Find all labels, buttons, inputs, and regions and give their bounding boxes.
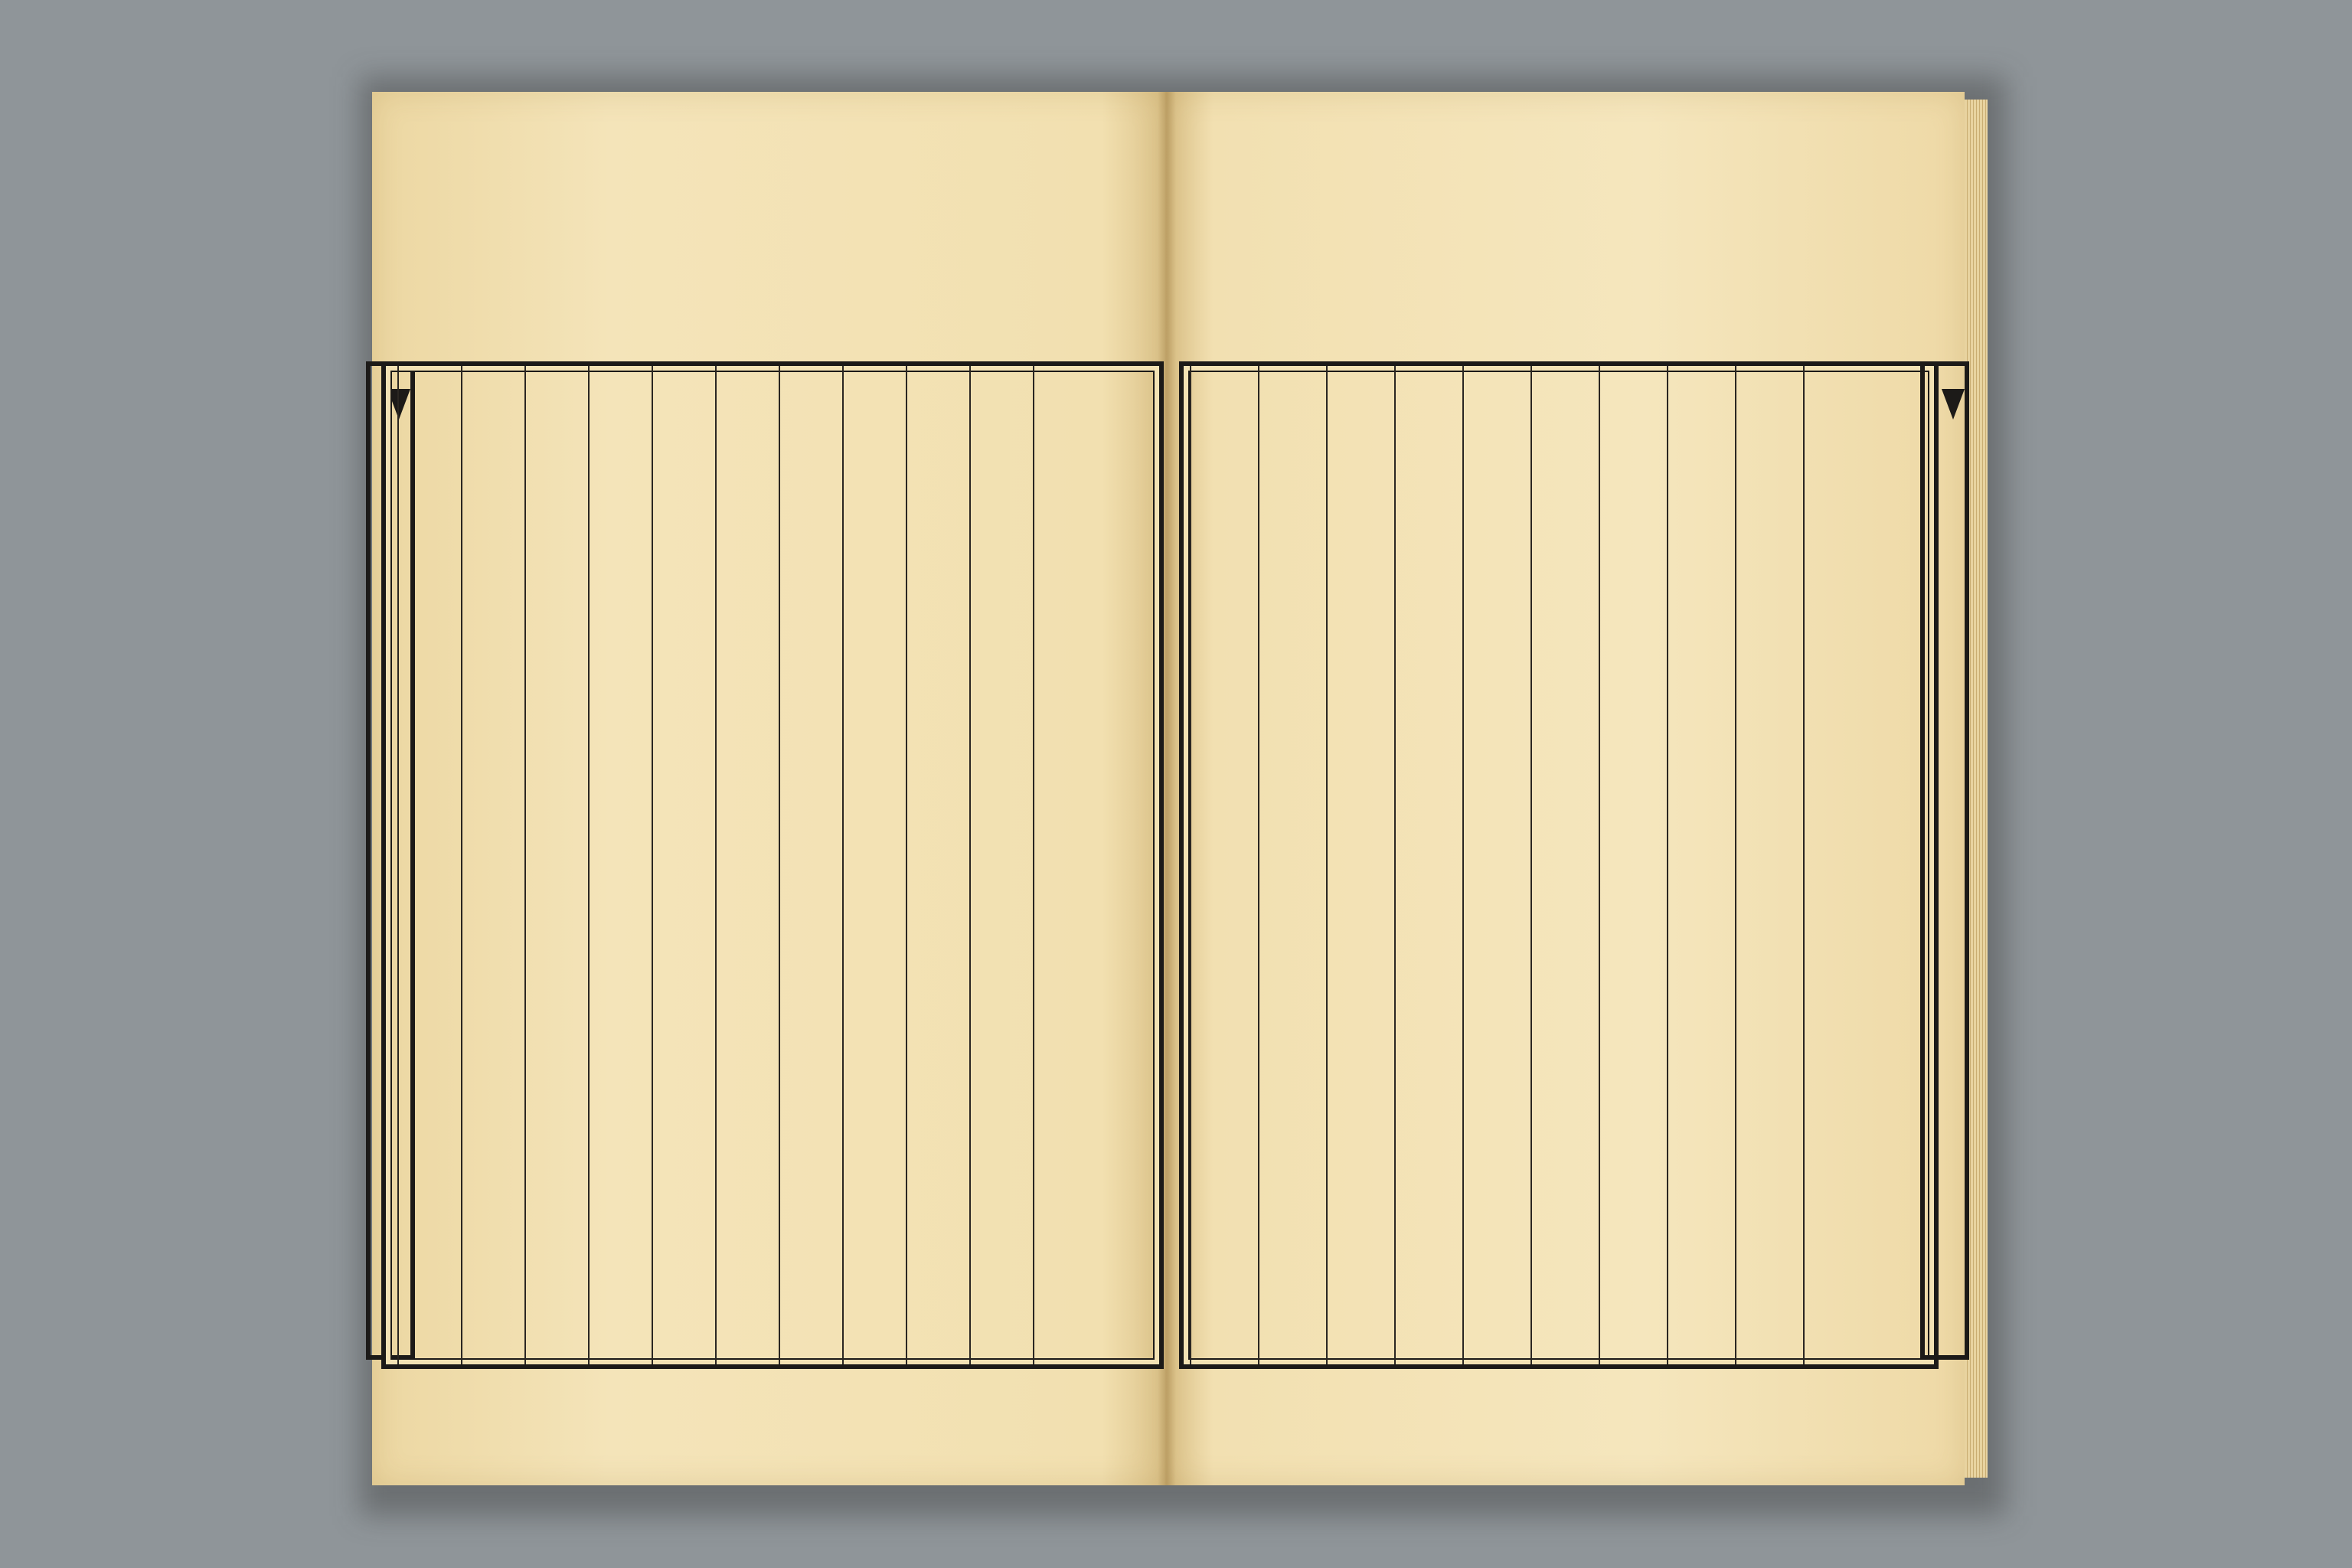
fish-tail-mark-icon xyxy=(1942,389,1965,420)
text-column xyxy=(1530,366,1593,1364)
text-column xyxy=(397,366,460,1364)
right-text-frame xyxy=(1179,361,1939,1369)
left-text-frame xyxy=(381,361,1164,1369)
text-column xyxy=(524,366,587,1364)
text-column xyxy=(1462,366,1525,1364)
text-column xyxy=(588,366,651,1364)
text-column xyxy=(1667,366,1730,1364)
text-column xyxy=(1326,366,1389,1364)
text-column xyxy=(842,366,905,1364)
text-column xyxy=(1735,366,1798,1364)
text-column xyxy=(1394,366,1457,1364)
text-column xyxy=(715,366,778,1364)
text-column xyxy=(1190,366,1253,1364)
text-column xyxy=(1033,366,1096,1364)
text-column xyxy=(1803,366,1866,1364)
text-column xyxy=(969,366,1032,1364)
right-banxin xyxy=(1920,361,1969,1360)
text-column xyxy=(779,366,841,1364)
text-column xyxy=(652,366,714,1364)
text-column xyxy=(461,366,524,1364)
text-column xyxy=(1096,366,1159,1364)
text-column xyxy=(1258,366,1321,1364)
text-column xyxy=(906,366,969,1364)
text-column xyxy=(1599,366,1661,1364)
